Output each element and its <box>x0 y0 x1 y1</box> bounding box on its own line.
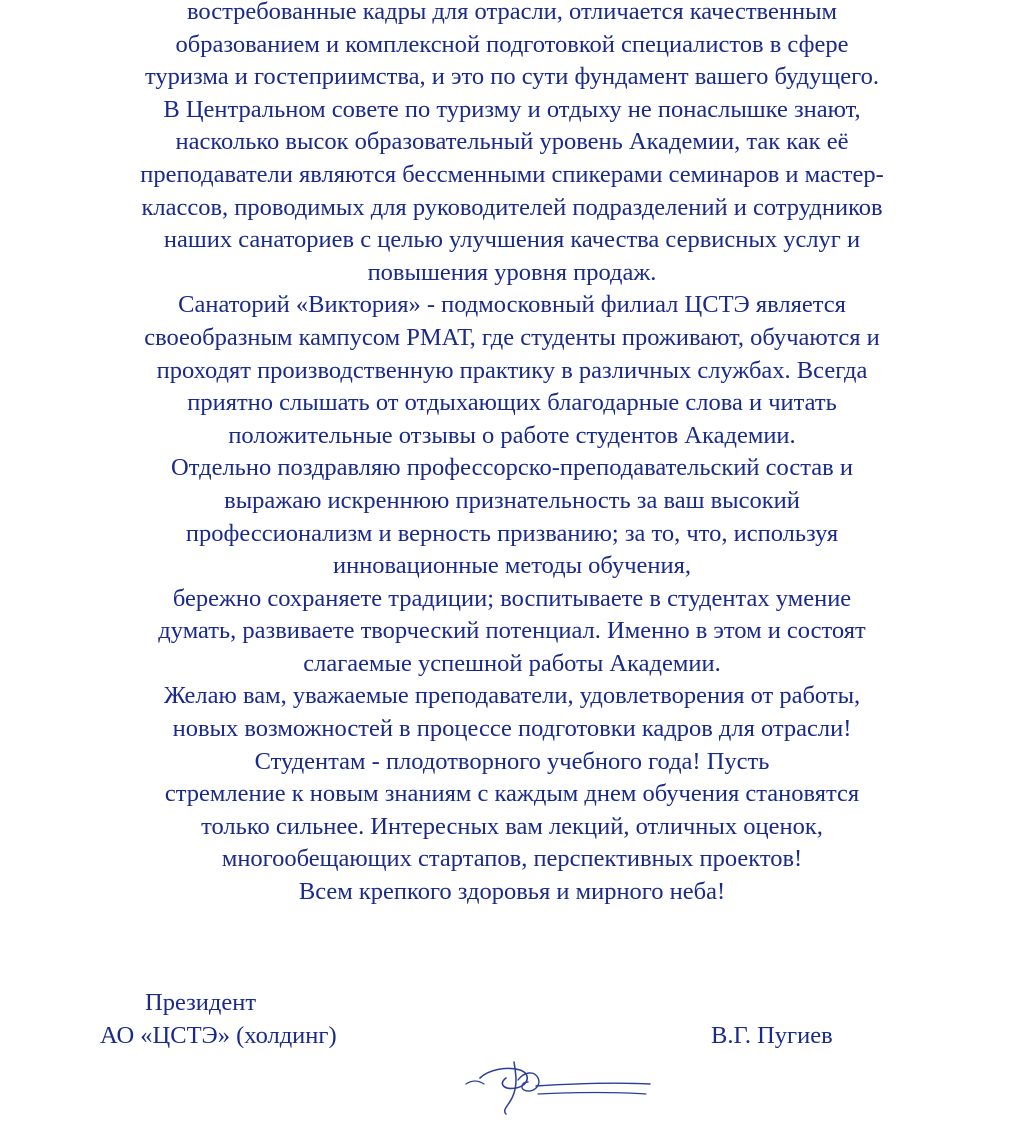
signatory-name: В.Г. Пугиев <box>711 1022 833 1049</box>
letter-line: бережно сохраняете традиции; воспитываете в студентах умение <box>172 584 852 612</box>
letter-line: образованием и комплексной подготовкой специалистов в сфере <box>175 30 849 58</box>
letter-line: наших санаториев с целью улучшения качества сервисных услуг и <box>163 226 861 254</box>
letter-line: проходят производственную практику в различных службах. Всегда <box>156 356 868 384</box>
letter-line: своеобразным кампусом РМАТ, где студенты проживают, обучаются и <box>144 323 880 351</box>
letter-line: стремление к новым знаниям с каждым днем обучения становятся <box>164 780 860 808</box>
signature-stroke <box>518 1073 539 1091</box>
letter-line: профессионализм и верность призванию; за то, что, используя <box>185 519 839 547</box>
letter-line: Всем крепкого здоровья и мирного неба! <box>298 878 726 906</box>
letter-line: Желаю вам, уважаемые преподаватели, удовлетворения от работы, <box>163 682 861 710</box>
letter-line: туризма и гостеприимства, и это по сути фундамент вашего будущего. <box>145 63 879 91</box>
letter-line: востребованные кадры для отрасли, отличается качественным <box>186 0 838 25</box>
letter-line: Отдельно поздравляю профессорско-преподавательский состав и <box>171 454 853 482</box>
letter-line: выражаю искреннюю признательность за ваш высокий <box>224 486 800 514</box>
letter-line: только сильнее. Интересных вам лекций, отличных оценок, <box>201 812 823 840</box>
letter-line: инновационные методы обучения, <box>332 552 692 580</box>
letter-line: приятно слышать от отдыхающих благодарные слова и читать <box>187 389 837 417</box>
signature-stroke <box>466 1081 484 1084</box>
letter-line: думать, развиваете творческий потенциал. Именно в этом и состоят <box>158 617 866 645</box>
handwritten-signature-icon <box>458 1040 658 1120</box>
letter-line: многообещающих стартапов, перспективных проектов! <box>221 845 803 873</box>
signatory-title: Президент <box>145 989 257 1016</box>
letter-line: классов, проводимых для руководителей подразделений и сотрудников <box>141 193 883 221</box>
letter-line: насколько высок образовательный уровень Академии, так как её <box>175 128 849 156</box>
signatory-organization: АО «ЦСТЭ» (холдинг) <box>100 1022 337 1049</box>
letter-line: новых возможностей в процессе подготовки кадров для отрасли! <box>172 715 852 743</box>
letter-line: слагаемые успешной работы Академии. <box>303 649 721 677</box>
letter-line: положительные отзывы о работе студентов Академии. <box>228 421 796 449</box>
letter-line: В Центральном совете по туризму и отдыху не понаслышке знают, <box>163 95 861 123</box>
signature-stroke <box>538 1093 646 1095</box>
signature-stroke <box>536 1083 650 1086</box>
letter-line: Студентам - плодотворного учебного года! Пусть <box>254 747 770 775</box>
letter-line: Санаторий «Виктория» - подмосковный филиал ЦСТЭ является <box>178 291 846 319</box>
letter-line: повышения уровня продаж. <box>367 258 657 286</box>
letter-line: преподаватели являются бессменными спикерами семинаров и мастер- <box>140 160 884 188</box>
